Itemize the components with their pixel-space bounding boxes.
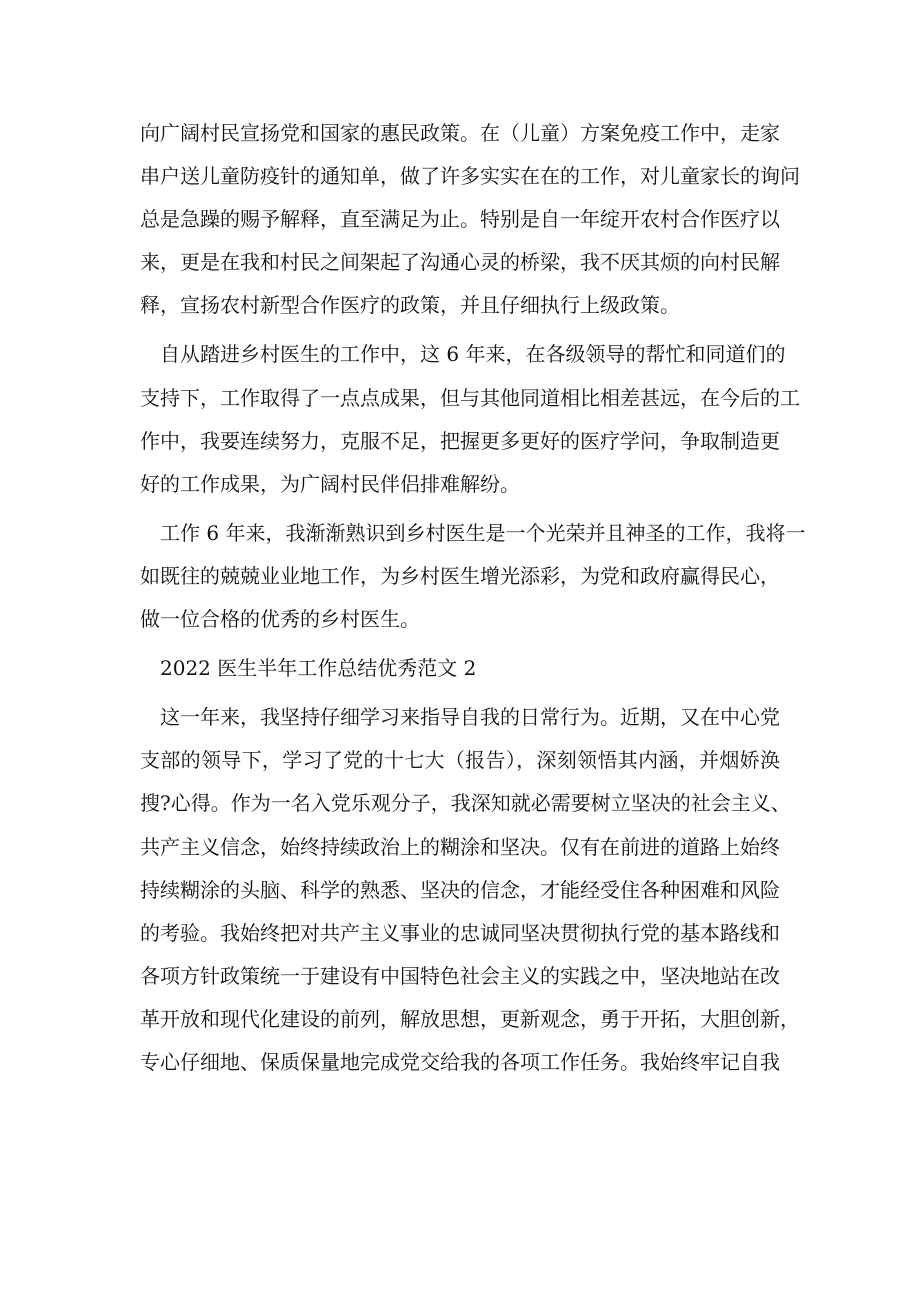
text-line: 的考验。我始终把对共产主义事业的忠诚同坚决贯彻执行党的基本路线和 bbox=[140, 920, 780, 945]
text-line: 持续糊涂的头脑、科学的熟悉、坚决的信念，才能经受住各种困难和风险 bbox=[140, 877, 780, 902]
text-line: 共产主义信念，始终持续政治上的糊涂和坚决。仅有在前进的道路上始终 bbox=[140, 834, 780, 859]
text-line: 好的工作成果，为广阔村民伴侣排难解纷。 bbox=[140, 471, 520, 496]
text-line: 支部的领导下，学习了党的十七大（报告），深刻领悟其内涵，并烟娇涣 bbox=[140, 748, 780, 773]
text-line: 作中，我要连续努力，克服不足，把握更多更好的医疗学问，争取制造更 bbox=[140, 428, 780, 453]
paragraph-5 bbox=[140, 696, 800, 1084]
text-line: 各项方针政策统一于建设有中国特色社会主义的实践之中，坚决地站在改 bbox=[140, 963, 780, 988]
text-line: 向广阔村民宣扬党和国家的惠民政策。在（儿童）方案免疫工作中，走家 bbox=[140, 121, 780, 145]
text-line: 支持下，工作取得了一点点成果，但与其他同道相比相差甚远，在今后的工 bbox=[140, 385, 800, 410]
text-line: 这一年来，我坚持仔细学习来指导自我的日常行为。近期，又在中心党 bbox=[160, 705, 780, 730]
heading-text: 2022 医生半年工作总结优秀范文 2 bbox=[160, 656, 477, 681]
text-line: 如既往的兢兢业业地工作，为乡村医生增光添彩，为党和政府赢得民心， bbox=[140, 563, 780, 588]
text-line: 搜?心得。作为一名入党乐观分子，我深知就必需要树立坚决的社会主义、 bbox=[140, 791, 791, 816]
section-heading bbox=[140, 647, 780, 690]
text-line: 做一位合格的优秀的乡村医生。 bbox=[140, 607, 420, 632]
document-body bbox=[140, 112, 806, 1084]
paragraph-3 bbox=[140, 512, 806, 641]
text-line: 来，更是在我和村民之间架起了沟通心灵的桥梁，我不厌其烦的向村民解 bbox=[140, 250, 780, 275]
text-line: 自从踏进乡村医生的工作中，这 6 年来，在各级领导的帮忙和同道们的 bbox=[160, 342, 786, 367]
text-line: 释，宣扬农村新型合作医疗的政策，并且仔细执行上级政策。 bbox=[140, 293, 680, 318]
paragraph-1 bbox=[140, 112, 800, 327]
text-line: 串户送儿童防疫针的通知单，做了许多实实在在的工作，对儿童家长的询问 bbox=[140, 164, 800, 189]
text-line: 工作 6 年来，我渐渐熟识到乡村医生是一个光荣并且神圣的工作，我将一 bbox=[160, 520, 806, 545]
text-line: 革开放和现代化建设的前列，解放思想，更新观念，勇于开拓，大胆创新， bbox=[140, 1006, 800, 1031]
text-line: 总是急躁的赐予解释，直至满足为止。特别是自一年绽开农村合作医疗以 bbox=[140, 207, 780, 232]
text-line: 专心仔细地、保质保量地完成党交给我的各项工作任务。我始终牢记自我 bbox=[140, 1049, 780, 1074]
paragraph-2 bbox=[140, 333, 800, 505]
